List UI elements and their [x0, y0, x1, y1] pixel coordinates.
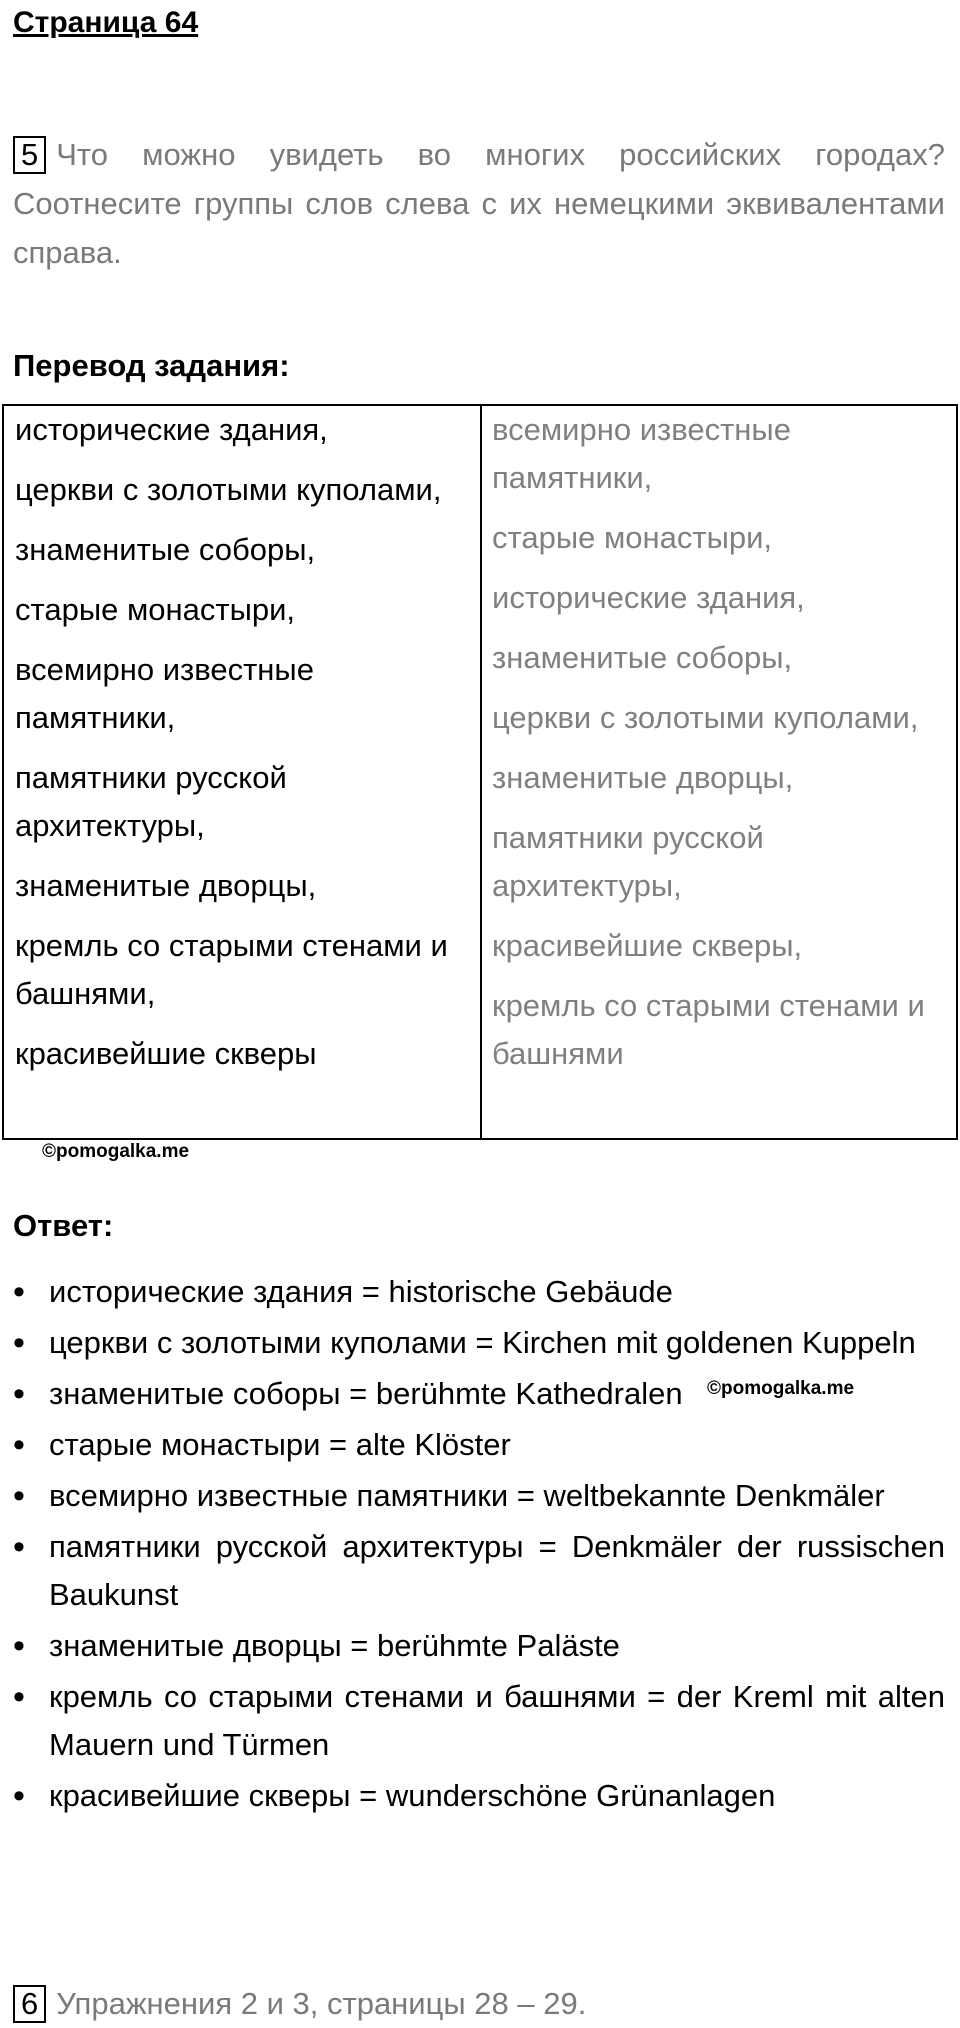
task-6-text: Упражнения 2 и 3, страницы 28 – 29. — [56, 1986, 587, 2021]
list-item: • памятники русской архитектуры = Denkmäler der russischen Baukunst — [13, 1523, 945, 1619]
table-cell: красивейшие скверы — [15, 1036, 317, 1071]
page-title: Страница 64 — [13, 6, 199, 39]
list-item: • красивейшие скверы = wunderschöne Grünanlagen — [13, 1772, 945, 1820]
table-cell: знаменитые дворцы, — [492, 760, 794, 795]
list-item: • знаменитые дворцы = berühmte Paläste — [13, 1622, 945, 1670]
answer-heading: Ответ: — [13, 1208, 114, 1243]
matching-table — [2, 404, 958, 1140]
table-cell: знаменитые соборы, — [492, 640, 793, 675]
table-cell: старые монастыри, — [492, 520, 773, 555]
table-cell: знаменитые дворцы, — [15, 868, 317, 903]
table-right-column — [482, 406, 956, 1138]
task-number-box: 5 — [13, 136, 46, 174]
table-cell: кремль со старыми стенами и башнями, — [15, 928, 448, 1011]
answer-list — [13, 1268, 945, 1823]
table-cell: кремль со старыми стенами и башнями — [492, 988, 925, 1071]
table-cell: знаменитые соборы, — [15, 532, 316, 567]
table-cell: памятники русской архитектуры, — [15, 760, 287, 843]
table-cell: исторические здания, — [15, 412, 328, 447]
table-cell: старые монастыри, — [15, 592, 296, 627]
table-cell: церкви с золотыми куполами, — [492, 700, 919, 735]
task-5-text: Что можно увидеть во многих российских городах? Соотнесите группы слов слева с их немецкими эквивалентами справа. — [13, 137, 945, 270]
list-item: • знаменитые соборы = berühmte Kathedralen — [13, 1370, 945, 1418]
list-item: • церкви с золотыми куполами = Kirchen mit goldenen Kuppeln — [13, 1319, 945, 1367]
task-6 — [13, 1985, 586, 2023]
table-cell: всемирно известные памятники, — [492, 412, 791, 495]
watermark: ©pomogalka.me — [42, 1141, 190, 1162]
table-cell: всемирно известные памятники, — [15, 652, 314, 735]
table-cell: исторические здания, — [492, 580, 805, 615]
table-cell: памятники русской архитектуры, — [492, 820, 764, 903]
table-cell: церкви с золотыми куполами, — [15, 472, 442, 507]
task-number-box: 6 — [13, 1985, 46, 2023]
translation-heading: Перевод задания: — [13, 348, 290, 383]
list-item: • старые монастыри = alte Klöster — [13, 1421, 945, 1469]
list-item: • всемирно известные памятники = weltbekannte Denkmäler — [13, 1472, 945, 1520]
list-item: • кремль со старыми стенами и башнями = der Kreml mit alten Mauern und Türmen — [13, 1673, 945, 1769]
watermark: ©pomogalka.me — [707, 1378, 855, 1399]
task-5 — [13, 130, 945, 277]
list-item: • исторические здания = historische Gebäude — [13, 1268, 945, 1316]
table-cell: красивейшие скверы, — [492, 928, 803, 963]
table-left-column — [4, 406, 482, 1138]
